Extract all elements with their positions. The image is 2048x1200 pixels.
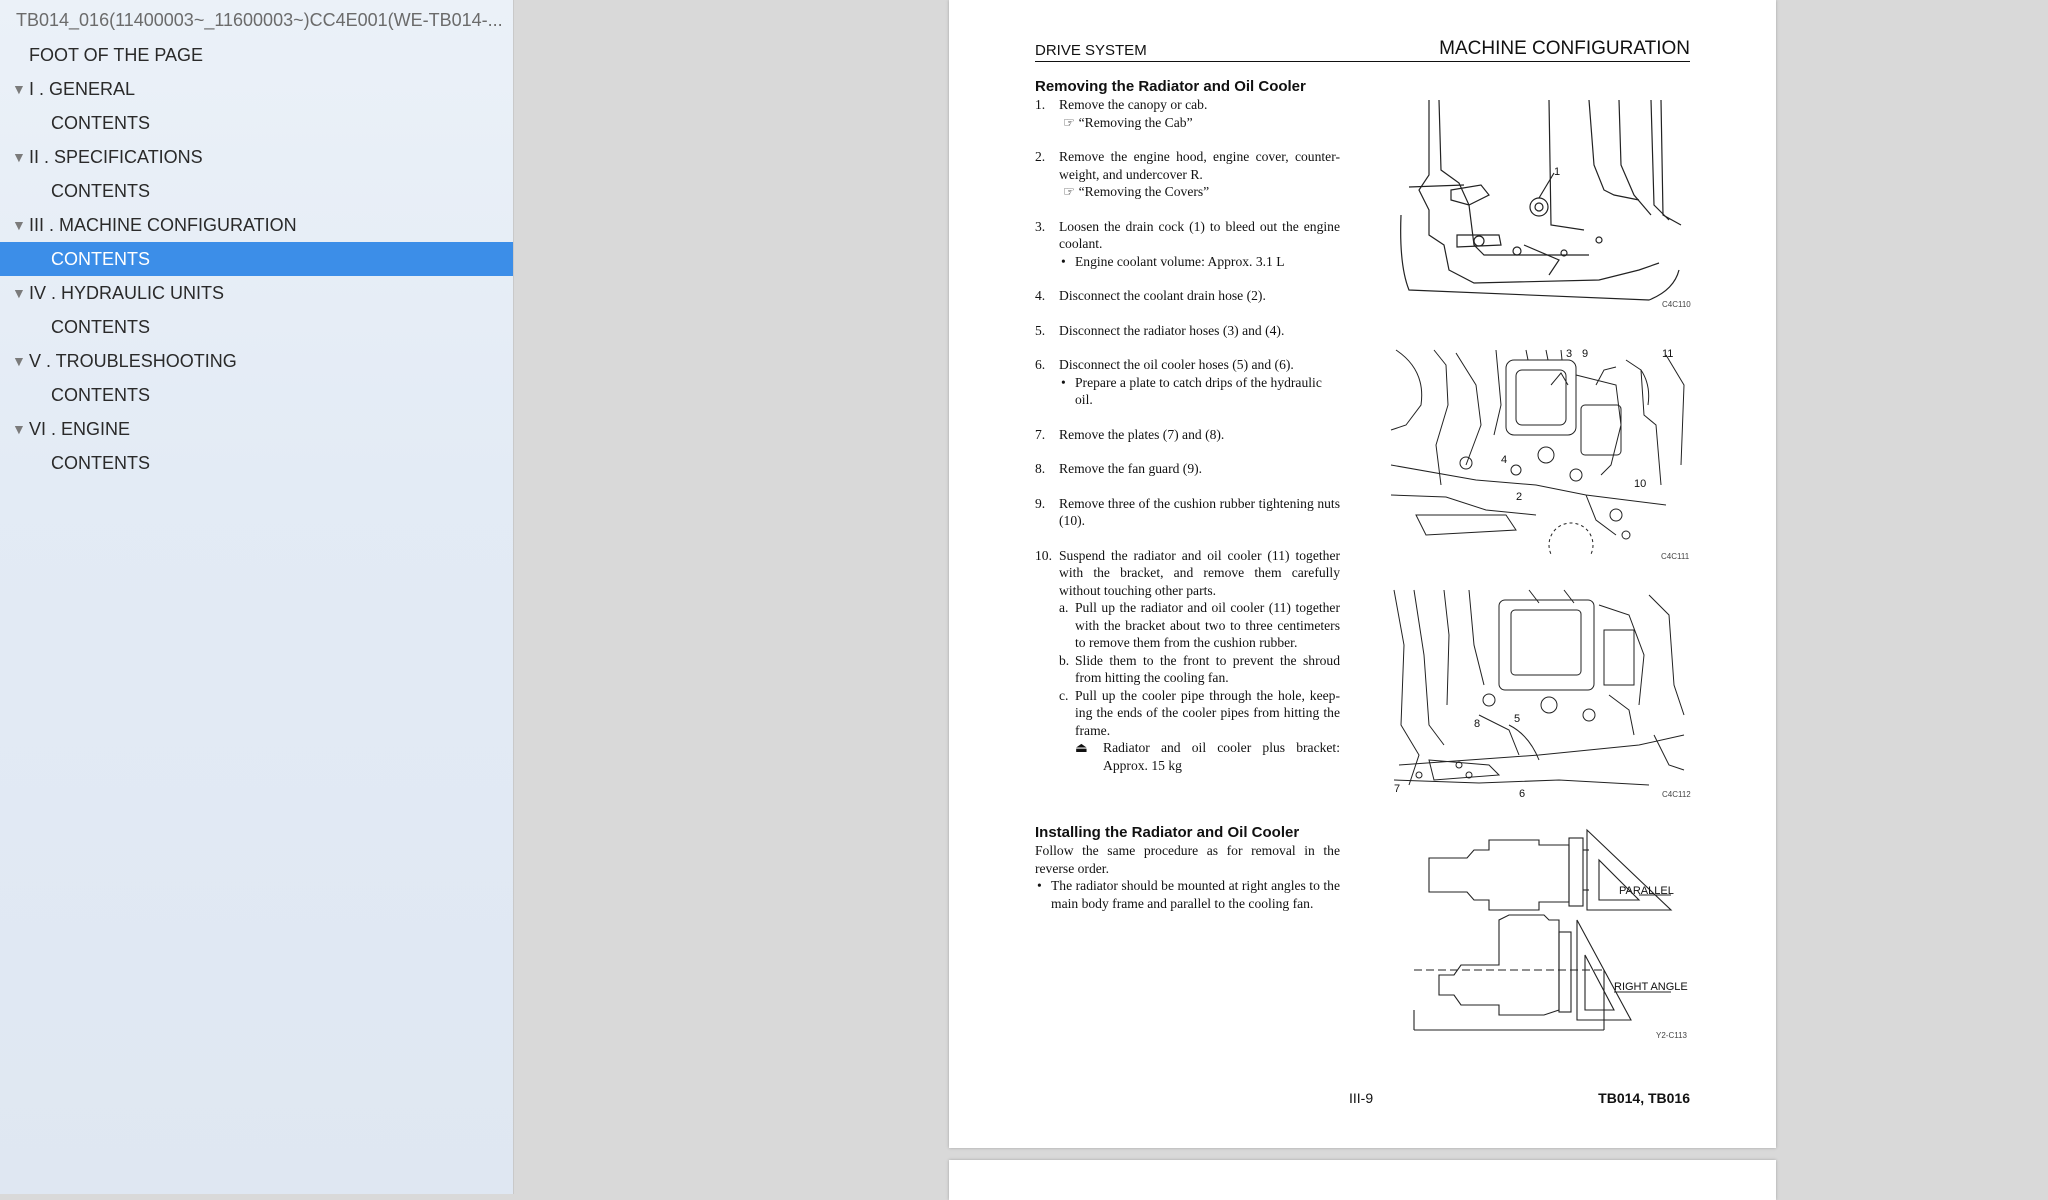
figure-code: C4C110 [1662, 300, 1691, 309]
toc-item-machine-configuration[interactable] [0, 208, 514, 242]
removing-section-title: Removing the Radiator and Oil Cooler [1035, 78, 1306, 95]
step-6: 6. Disconnect the oil cooler hoses (5) and (6). • Prepare a plate to catch drips of the hydraulic oil. [1035, 356, 1340, 409]
model-number: TB014, TB016 [1598, 1090, 1690, 1106]
toc-item-specifications-contents[interactable] [0, 174, 514, 208]
toc-item-label: CONTENTS [51, 453, 150, 473]
step-7: 7. Remove the plates (7) and (8). [1035, 426, 1225, 442]
triangle-down-icon[interactable]: ▼ [12, 285, 26, 301]
step-5: 5. Disconnect the radiator hoses (3) and (4). [1035, 322, 1285, 338]
step-2: 2. Remove the engine hood, engine cover, counter-weight, and undercover R. ☞ “Removing the Covers” [1035, 149, 1340, 199]
step-9: 9. Remove three of the cushion rubber tightening nuts (10). [1035, 495, 1340, 528]
page-number: III-9 [1349, 1090, 1374, 1106]
callout-4: 4 [1501, 454, 1508, 466]
callout-11: 11 [1662, 348, 1674, 360]
toc-item-label: CONTENTS [51, 181, 150, 201]
callout-3: 3 [1566, 348, 1573, 360]
figure-code: Y2-C113 [1656, 1031, 1687, 1040]
figure-radiator-alignment [1409, 820, 1689, 1035]
callout-8: 8 [1474, 718, 1481, 730]
step-4: 4. Disconnect the coolant drain hose (2). [1035, 288, 1266, 303]
toc-item-label: I . GENERAL [29, 79, 136, 99]
toc-item-machine-configuration-contents[interactable] [0, 242, 514, 276]
toc-item-hydraulic-units-contents[interactable] [0, 310, 514, 344]
step-8: 8. Remove the fan guard (9). [1035, 461, 1203, 476]
toc-item-label: V . TROUBLESHOOTING [29, 351, 237, 371]
callout-7: 7 [1394, 783, 1401, 795]
toc-item-engine[interactable] [0, 412, 514, 446]
next-page[interactable] [949, 1160, 1776, 1200]
step-1: 1. Remove the canopy or cab. ☞ “Removing the Cab” [1035, 97, 1208, 130]
toc-sidebar [0, 0, 514, 1194]
figure-oil-cooler-hoses [1389, 585, 1689, 800]
toc-item-label: CONTENTS [51, 385, 150, 405]
figure-code: C4C112 [1662, 790, 1691, 799]
toc-item-troubleshooting[interactable] [0, 344, 514, 378]
pointing-hand-icon: ☞ [1063, 184, 1076, 199]
toc-item-label: CONTENTS [51, 317, 150, 337]
toc-item-hydraulic-units[interactable] [0, 276, 514, 310]
toc-item-label: CONTENTS [51, 249, 150, 269]
figure-code: C4C111 [1661, 552, 1690, 561]
callout-5: 5 [1514, 713, 1521, 725]
triangle-down-icon[interactable]: ▼ [12, 353, 26, 369]
triangle-down-icon[interactable]: ▼ [12, 149, 26, 165]
step-10: 10. Suspend the radiator and oil cooler (11) together with the bracket, and remove them carefully without touching other parts. a. Pull up the radiator and oil cooler (11) together with the bracket about two to three centimeters to remove them from the cushion rubber. b. Slide them to the front to prevent the shroud from hitting the cooling fan. c. Pull up the cooler pipe through the hole, keep-ing the ends of the cooler pipes from hitting the frame. ⏏ Radiator and oil cooler plus bracket: Approx. 15 kg [1035, 547, 1340, 773]
document-title: TB014_016(11400003~_11600003~)CC4E001(WE-TB014-... [16, 10, 503, 30]
step-3: 3. Loosen the drain cock (1) to bleed out the engine coolant. • Engine coolant volume: Approx. 3.1 L [1035, 218, 1340, 271]
installing-text: Follow the same procedure as for removal in the reverse order. • The radiator should be mounted at right angles to the main body frame and parallel to the cooling fan. [1035, 842, 1340, 912]
toc-item-label: FOOT OF THE PAGE [29, 45, 204, 65]
triangle-down-icon[interactable]: ▼ [12, 421, 26, 437]
page-header-section: DRIVE SYSTEM [1035, 42, 1147, 59]
toc-item-troubleshooting-contents[interactable] [0, 378, 514, 412]
pointing-hand-icon: ☞ [1063, 114, 1076, 130]
triangle-down-icon[interactable]: ▼ [12, 81, 26, 97]
toc-item-label: III . MACHINE CONFIGURATION [29, 215, 297, 235]
callout-1: 1 [1554, 166, 1561, 178]
figure-drain-cock [1389, 95, 1689, 310]
triangle-down-icon[interactable]: ▼ [12, 217, 26, 233]
page-header-chapter: MACHINE CONFIGURATION [1439, 38, 1690, 59]
callout-9: 9 [1582, 348, 1589, 360]
weight-icon: ⏏ [1075, 740, 1088, 755]
callout-6: 6 [1519, 788, 1526, 800]
callout-2: 2 [1516, 491, 1523, 503]
toc-item-foot-of-page[interactable] [0, 38, 514, 72]
toc-item-label: IV . HYDRAULIC UNITS [29, 283, 225, 303]
toc-item-specifications[interactable] [0, 140, 514, 174]
header-rule [1035, 61, 1690, 62]
document-page[interactable] [949, 0, 1776, 1148]
toc-item-label: II . SPECIFICATIONS [29, 147, 203, 167]
removal-steps [1035, 96, 1340, 774]
toc-item-engine-contents[interactable] [0, 446, 514, 480]
label-right-angle: RIGHT ANGLE [1614, 981, 1688, 993]
figure-radiator-hoses [1386, 345, 1691, 555]
callout-10: 10 [1634, 478, 1647, 490]
toc-item-label: VI . ENGINE [29, 419, 131, 439]
toc-item-label: CONTENTS [51, 113, 150, 133]
toc-item-general-contents[interactable] [0, 106, 514, 140]
toc-item-general[interactable] [0, 72, 514, 106]
installing-section-title: Installing the Radiator and Oil Cooler [1035, 824, 1300, 841]
label-parallel: PARALLEL [1619, 885, 1674, 897]
